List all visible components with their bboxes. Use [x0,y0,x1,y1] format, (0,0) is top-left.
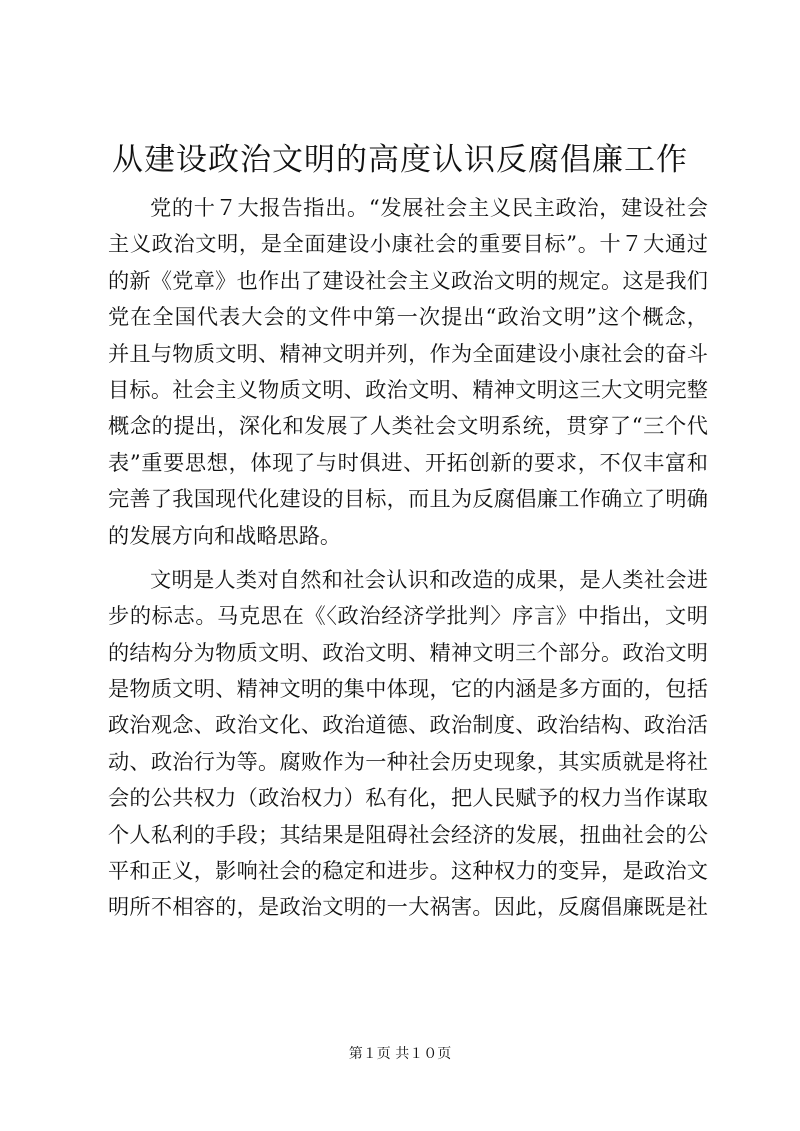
text-line: 党的十７大报告指出。“发展社会主义民主政治，建设社会 [150,195,708,220]
text-line: 党在全国代表大会的文件中第一次提出“政治文明”这个概念， [108,304,708,330]
text-line: 目标。社会主义物质文明、政治文明、精神文明这三大文明完整 [108,376,708,402]
text-line: 文明是人类对自然和社会认识和改造的成果，是人类社会进 [150,566,708,592]
text-line: 是物质文明、精神文明的集中体现，它的内涵是多方面的，包括 [108,676,708,702]
paragraph-1 [108,190,708,554]
text-line: 政治观念、政治文化、政治道德、政治制度、政治结构、政治活 [108,712,708,738]
text-line: 步的标志。马克思在《〈政治经济学批判〉序言》中指出，文明 [108,603,708,629]
text-line: 个人私利的手段；其结果是阻碍社会经济的发展，扭曲社会的公 [108,821,708,847]
text-line: 的发展方向和战略思路。 [108,522,342,548]
page-footer: 第１页 共１０页 [348,1046,452,1062]
text-line: 完善了我国现代化建设的目标，而且为反腐倡廉工作确立了明确 [108,486,708,512]
text-line: 动、政治行为等。腐败作为一种社会历史现象，其实质就是将社 [108,748,708,774]
document-title: 从建设政治文明的高度认识反腐倡廉工作 [112,142,688,178]
document-body [108,190,708,926]
paragraph-2 [108,562,708,926]
text-line: 会的公共权力（政治权力）私有化，把人民赋予的权力当作谋取 [108,785,708,811]
paragraph-gap [108,554,708,562]
text-line: 概念的提出，深化和发展了人类社会文明系统，贯穿了“三个代 [108,413,708,439]
text-line: 并且与物质文明、精神文明并列，作为全面建设小康社会的奋斗 [108,340,708,366]
text-line: 明所不相容的，是政治文明的一大祸害。因此，反腐倡廉既是社 [108,894,708,920]
text-line: 的新《党章》也作出了建设社会主义政治文明的规定。这是我们 [108,267,708,293]
text-line: 平和正义，影响社会的稳定和进步。这种权力的变异，是政治文 [108,858,708,884]
text-line: 主义政治文明，是全面建设小康社会的重要目标”。十７大通过 [108,231,708,257]
text-line: 的结构分为物质文明、政治文明、精神文明三个部分。政治文明 [108,639,708,665]
text-line: 表”重要思想，体现了与时俱进、开拓创新的要求，不仅丰富和 [108,449,708,475]
